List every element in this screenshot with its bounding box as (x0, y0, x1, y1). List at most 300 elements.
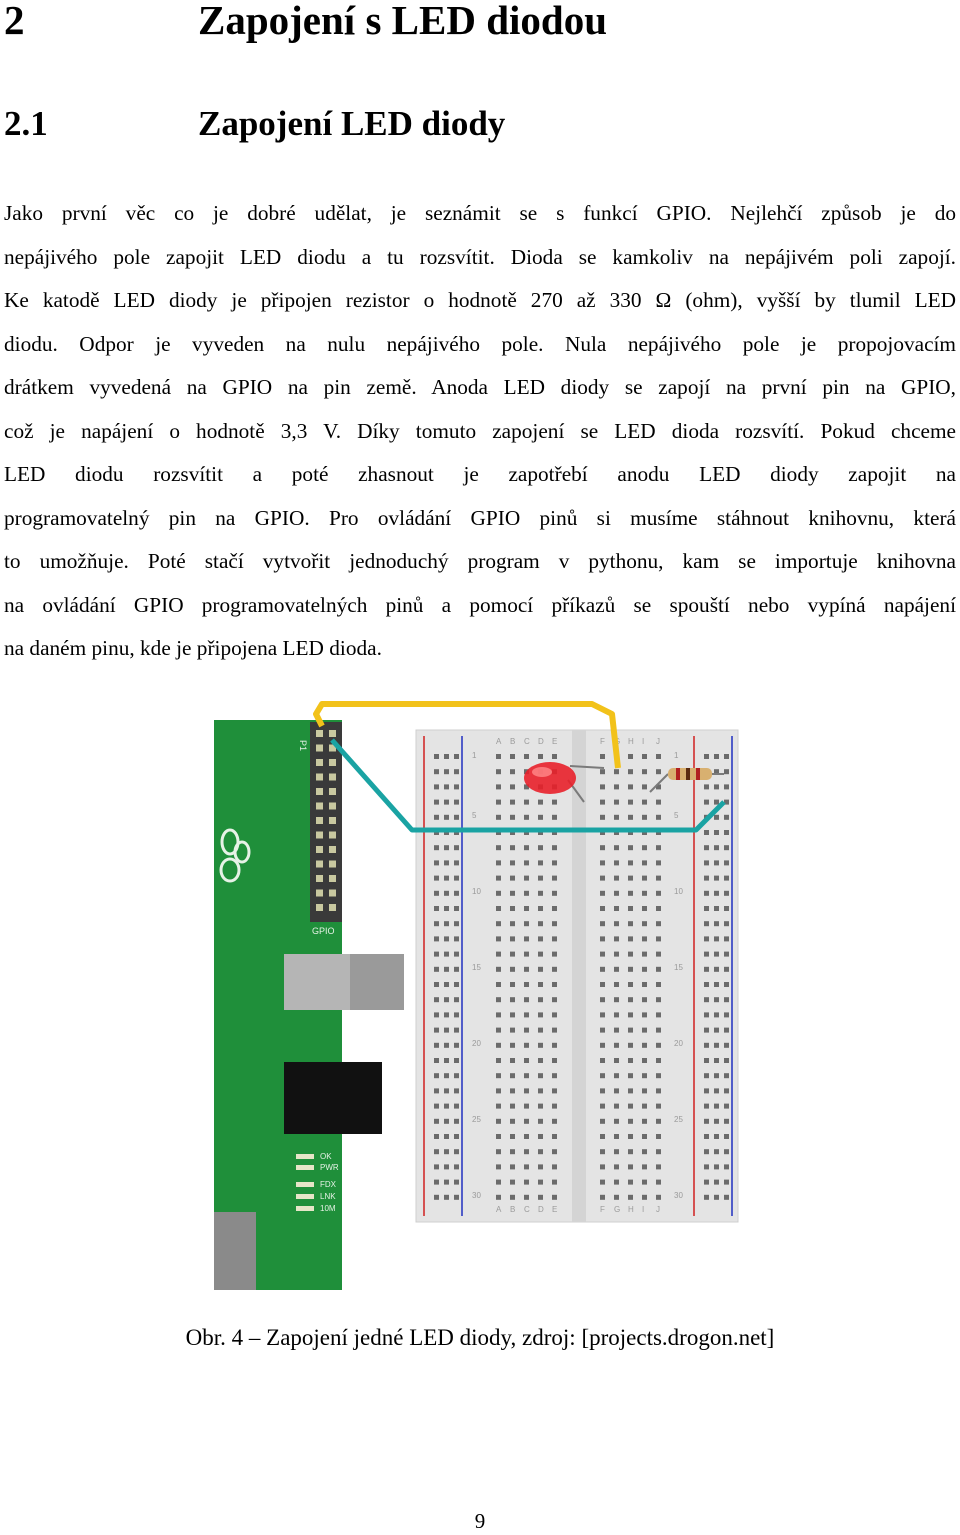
breadboard-hole (510, 754, 515, 759)
breadboard-hole (454, 936, 459, 941)
gpio-pin (316, 832, 323, 839)
breadboard-hole (434, 1195, 439, 1200)
breadboard-hole (600, 1164, 605, 1169)
breadboard-hole (496, 1028, 501, 1033)
breadboard-hole (510, 876, 515, 881)
breadboard-hole (614, 1073, 619, 1078)
breadboard-hole (656, 769, 661, 774)
breadboard-hole (434, 1043, 439, 1048)
breadboard-hole (656, 1134, 661, 1139)
paragraph-line: což je napájení o hodnotě 3,3 V. Díky tomuto zapojení se LED dioda rozsvítí. Pokud chceme (4, 418, 956, 443)
breadboard-hole (714, 936, 719, 941)
breadboard-hole (434, 784, 439, 789)
breadboard-hole (510, 982, 515, 987)
breadboard-hole (552, 997, 557, 1002)
led-label-lnk: LNK (320, 1192, 336, 1201)
breadboard-hole (642, 1149, 647, 1154)
breadboard-hole (538, 967, 543, 972)
breadboard-hole (628, 1134, 633, 1139)
breadboard-hole (628, 784, 633, 789)
col-label-h-top: H (628, 737, 634, 746)
row-label-20-right: 20 (674, 1039, 683, 1048)
breadboard-hole (724, 860, 729, 865)
breadboard-hole (510, 1119, 515, 1124)
breadboard-hole (614, 784, 619, 789)
breadboard-hole (524, 891, 529, 896)
breadboard-hole (614, 1119, 619, 1124)
gpio-pin (316, 774, 323, 781)
breadboard-hole (552, 1134, 557, 1139)
breadboard-hole (510, 967, 515, 972)
chapter-number: 2 (4, 0, 25, 43)
breadboard-hole (704, 967, 709, 972)
gpio-pin (316, 730, 323, 737)
breadboard-hole (600, 769, 605, 774)
figure-caption: Obr. 4 – Zapojení jedné LED diody, zdroj: [projects.drogon.net] (185, 1325, 775, 1350)
breadboard-hole (628, 921, 633, 926)
breadboard-hole (656, 845, 661, 850)
breadboard-hole (724, 1180, 729, 1185)
breadboard-hole (510, 952, 515, 957)
breadboard-hole (454, 1058, 459, 1063)
breadboard-hole (496, 845, 501, 850)
row-label-15-right: 15 (674, 963, 683, 972)
breadboard-hole (714, 860, 719, 865)
breadboard-hole (600, 845, 605, 850)
breadboard-hole (444, 967, 449, 972)
breadboard-hole (724, 982, 729, 987)
breadboard-hole (704, 1028, 709, 1033)
breadboard-hole (538, 906, 543, 911)
breadboard-hole (614, 845, 619, 850)
breadboard-hole (724, 1012, 729, 1017)
breadboard-hole (444, 876, 449, 881)
col-label-f-top: F (600, 737, 605, 746)
breadboard-hole (552, 1012, 557, 1017)
col-label-i-top: I (642, 737, 645, 746)
breadboard-hole (704, 1134, 709, 1139)
breadboard-hole (600, 1043, 605, 1048)
breadboard-hole (600, 1195, 605, 1200)
breadboard-hole (628, 1012, 633, 1017)
breadboard-hole (714, 800, 719, 805)
breadboard-hole (538, 876, 543, 881)
col-label-b-bottom: B (510, 1205, 516, 1214)
gpio-pin (329, 774, 336, 781)
breadboard-hole (628, 1119, 633, 1124)
breadboard-hole (444, 1134, 449, 1139)
paragraph-line: na daném pinu, kde je připojena LED dioda. (4, 636, 382, 660)
breadboard-hole (454, 1149, 459, 1154)
breadboard-hole (496, 1058, 501, 1063)
breadboard-hole (714, 1058, 719, 1063)
breadboard-hole (454, 845, 459, 850)
breadboard-hole (496, 769, 501, 774)
paragraph-line: na ovládání GPIO programovatelných pinů a pomocí příkazů se spouští nebo vypíná napájení (4, 592, 956, 617)
breadboard-hole (510, 800, 515, 805)
breadboard-hole (656, 1043, 661, 1048)
breadboard-hole (724, 784, 729, 789)
breadboard-hole (600, 906, 605, 911)
breadboard-hole (524, 921, 529, 926)
col-label-i-bottom: I (642, 1205, 645, 1214)
breadboard-hole (614, 1012, 619, 1017)
col-label-a-bottom: A (496, 1205, 502, 1214)
breadboard-hole (510, 860, 515, 865)
breadboard-hole (454, 754, 459, 759)
breadboard-hole (496, 906, 501, 911)
row-label-10-left: 10 (472, 887, 481, 896)
breadboard-hole (642, 1119, 647, 1124)
section-title: Zapojení LED diody (198, 104, 506, 143)
gpio-header (310, 722, 342, 922)
breadboard-hole (614, 936, 619, 941)
breadboard-hole (600, 860, 605, 865)
breadboard-hole (600, 967, 605, 972)
ethernet-port (284, 1062, 382, 1134)
breadboard-hole (642, 769, 647, 774)
paragraph-line: Jako první věc co je dobré udělat, je seznámit se s funkcí GPIO. Nejlehčí způsob je do (4, 201, 956, 225)
breadboard-hole (642, 997, 647, 1002)
breadboard-hole (704, 952, 709, 957)
breadboard-hole (704, 754, 709, 759)
breadboard-hole (614, 1058, 619, 1063)
breadboard-hole (454, 800, 459, 805)
breadboard-hole (454, 784, 459, 789)
breadboard-hole (538, 1119, 543, 1124)
breadboard-hole (552, 1088, 557, 1093)
col-label-f-bottom: F (600, 1205, 605, 1214)
breadboard-hole (600, 1088, 605, 1093)
breadboard-hole (538, 815, 543, 820)
breadboard-hole (628, 1164, 633, 1169)
breadboard-hole (496, 1012, 501, 1017)
breadboard-hole (444, 1012, 449, 1017)
row-label-1-right: 1 (674, 751, 679, 760)
breadboard-hole (614, 1134, 619, 1139)
breadboard-hole (510, 1058, 515, 1063)
breadboard-hole (714, 997, 719, 1002)
breadboard-hole (496, 982, 501, 987)
breadboard-hole (600, 1134, 605, 1139)
breadboard-hole (642, 845, 647, 850)
breadboard-hole (538, 1043, 543, 1048)
breadboard-hole (642, 982, 647, 987)
breadboard-hole (524, 1088, 529, 1093)
breadboard-hole (524, 800, 529, 805)
breadboard-hole (510, 906, 515, 911)
gpio-pin (329, 832, 336, 839)
gpio-pin (329, 846, 336, 853)
breadboard-hole (454, 982, 459, 987)
breadboard-hole (628, 800, 633, 805)
breadboard-hole (538, 1073, 543, 1078)
breadboard-hole (628, 845, 633, 850)
gpio-pin (316, 788, 323, 795)
breadboard-hole (524, 1180, 529, 1185)
gpio-pin (329, 904, 336, 911)
breadboard-hole (614, 1195, 619, 1200)
breadboard-hole (524, 1012, 529, 1017)
col-label-j-bottom: J (656, 1205, 660, 1214)
breadboard-hole (704, 1058, 709, 1063)
breadboard-hole (434, 1180, 439, 1185)
breadboard-hole (496, 936, 501, 941)
breadboard-hole (642, 1180, 647, 1185)
breadboard-hole (724, 1058, 729, 1063)
breadboard-hole (434, 860, 439, 865)
gpio-pin (329, 875, 336, 882)
breadboard-hole (628, 967, 633, 972)
breadboard-hole (434, 952, 439, 957)
breadboard-hole (510, 936, 515, 941)
led-label-fdx: FDX (320, 1180, 336, 1189)
breadboard-hole (434, 967, 439, 972)
col-label-e-top: E (552, 737, 558, 746)
breadboard-hole (444, 1058, 449, 1063)
breadboard-hole (600, 815, 605, 820)
breadboard-hole (614, 815, 619, 820)
breadboard-hole (656, 1164, 661, 1169)
breadboard-hole (538, 1058, 543, 1063)
breadboard-hole (444, 982, 449, 987)
breadboard-hole (454, 876, 459, 881)
breadboard-hole (614, 1104, 619, 1109)
breadboard-hole (656, 1195, 661, 1200)
breadboard-hole (656, 800, 661, 805)
breadboard-hole (434, 921, 439, 926)
breadboard-hole (656, 876, 661, 881)
breadboard-hole (434, 769, 439, 774)
breadboard-hole (642, 1028, 647, 1033)
breadboard-hole (444, 1119, 449, 1124)
breadboard-hole (704, 845, 709, 850)
breadboard-hole (714, 906, 719, 911)
breadboard-hole (524, 1134, 529, 1139)
breadboard-hole (524, 1164, 529, 1169)
breadboard-hole (724, 906, 729, 911)
gpio-pin (316, 904, 323, 911)
breadboard-hole (704, 830, 709, 835)
breadboard-hole (642, 1012, 647, 1017)
breadboard-hole (600, 1012, 605, 1017)
breadboard-hole (552, 1195, 557, 1200)
breadboard-hole (496, 1134, 501, 1139)
breadboard-hole (614, 1028, 619, 1033)
breadboard-hole (444, 784, 449, 789)
breadboard-hole (510, 891, 515, 896)
breadboard-hole (496, 800, 501, 805)
breadboard-center-channel (572, 730, 586, 1222)
gpio-pin (316, 803, 323, 810)
breadboard-hole (628, 1028, 633, 1033)
breadboard-hole (724, 967, 729, 972)
breadboard-hole (714, 1195, 719, 1200)
breadboard-hole (444, 815, 449, 820)
breadboard-hole (704, 997, 709, 1002)
breadboard-hole (724, 1119, 729, 1124)
breadboard-hole (552, 1028, 557, 1033)
breadboard-hole (444, 769, 449, 774)
breadboard-hole (656, 754, 661, 759)
breadboard-hole (628, 1149, 633, 1154)
breadboard-hole (714, 830, 719, 835)
breadboard-hole (538, 1195, 543, 1200)
breadboard-hole (704, 1073, 709, 1078)
paragraph-line: Ke katodě LED diody je připojen rezistor o hodnotě 270 až 330 Ω (ohm), vyšší by tlumil LED (4, 288, 956, 312)
breadboard-hole (552, 952, 557, 957)
breadboard-hole (510, 1164, 515, 1169)
breadboard-hole (444, 1164, 449, 1169)
breadboard-hole (704, 1104, 709, 1109)
breadboard-hole (714, 754, 719, 759)
breadboard-hole (642, 1195, 647, 1200)
breadboard-hole (524, 906, 529, 911)
breadboard-hole (524, 1119, 529, 1124)
breadboard-hole (642, 860, 647, 865)
breadboard-hole (724, 891, 729, 896)
breadboard-hole (538, 982, 543, 987)
breadboard-hole (496, 952, 501, 957)
breadboard-hole (600, 1180, 605, 1185)
breadboard-hole (704, 906, 709, 911)
breadboard-hole (524, 952, 529, 957)
breadboard-hole (714, 891, 719, 896)
breadboard-hole (642, 1088, 647, 1093)
breadboard-hole (444, 1088, 449, 1093)
breadboard-hole (496, 967, 501, 972)
breadboard-hole (434, 936, 439, 941)
breadboard-hole (656, 982, 661, 987)
breadboard-hole (656, 1119, 661, 1124)
breadboard-hole (496, 784, 501, 789)
breadboard-hole (454, 1043, 459, 1048)
row-label-25-right: 25 (674, 1115, 683, 1124)
row-label-5-left: 5 (472, 811, 477, 820)
breadboard-hole (444, 997, 449, 1002)
breadboard-hole (704, 860, 709, 865)
breadboard-hole (628, 769, 633, 774)
breadboard-hole (714, 921, 719, 926)
gpio-pin (316, 890, 323, 897)
breadboard-hole (496, 754, 501, 759)
breadboard-hole (434, 1073, 439, 1078)
col-label-h-bottom: H (628, 1205, 634, 1214)
breadboard-hole (714, 1043, 719, 1048)
breadboard-hole (704, 936, 709, 941)
paragraph-line: nepájivého pole zapojit LED diodu a tu rozsvítit. Dioda se kamkoliv na nepájivém poli zapojí. (4, 244, 956, 269)
breadboard-hole (434, 1028, 439, 1033)
breadboard-hole (642, 906, 647, 911)
breadboard-hole (600, 952, 605, 957)
breadboard-hole (434, 845, 439, 850)
breadboard-hole (496, 1088, 501, 1093)
wiring-illustration (212, 692, 740, 1292)
breadboard-hole (496, 1104, 501, 1109)
col-label-b-top: B (510, 737, 516, 746)
breadboard-hole (552, 1149, 557, 1154)
breadboard-hole (704, 1180, 709, 1185)
breadboard-hole (454, 860, 459, 865)
breadboard-hole (600, 784, 605, 789)
breadboard-hole (510, 1195, 515, 1200)
breadboard-hole (552, 876, 557, 881)
breadboard-hole (656, 1012, 661, 1017)
breadboard-hole (510, 769, 515, 774)
breadboard-hole (642, 1058, 647, 1063)
breadboard-hole (724, 1028, 729, 1033)
breadboard-hole (704, 784, 709, 789)
breadboard-hole (704, 800, 709, 805)
breadboard-hole (524, 967, 529, 972)
breadboard-hole (600, 1028, 605, 1033)
breadboard-hole (552, 967, 557, 972)
breadboard-hole (524, 860, 529, 865)
breadboard-hole (724, 1195, 729, 1200)
breadboard-hole (538, 754, 543, 759)
row-label-10-right: 10 (674, 887, 683, 896)
breadboard-hole (524, 845, 529, 850)
breadboard-hole (454, 1134, 459, 1139)
breadboard-hole (510, 1180, 515, 1185)
breadboard-hole (444, 921, 449, 926)
breadboard-hole (656, 1088, 661, 1093)
breadboard-hole (538, 800, 543, 805)
breadboard-hole (628, 754, 633, 759)
breadboard-hole (724, 997, 729, 1002)
breadboard-hole (614, 891, 619, 896)
breadboard-hole (454, 1104, 459, 1109)
breadboard-hole (496, 815, 501, 820)
paragraph-line: drátkem vyvedená na GPIO na pin země. Anoda LED diody se zapojí na první pin na GPIO, (4, 375, 956, 399)
breadboard-hole (524, 1149, 529, 1154)
breadboard-hole (714, 1028, 719, 1033)
breadboard-hole (552, 754, 557, 759)
breadboard-hole (714, 1073, 719, 1078)
breadboard-hole (454, 1195, 459, 1200)
breadboard-hole (656, 1149, 661, 1154)
section-heading (4, 101, 505, 147)
breadboard-hole (628, 876, 633, 881)
breadboard-hole (444, 754, 449, 759)
breadboard-hole (628, 936, 633, 941)
breadboard-hole (524, 936, 529, 941)
p1-label: P1 (298, 740, 308, 752)
breadboard-hole (434, 1012, 439, 1017)
paragraph-line: LED diodu rozsvítit a poté zhasnout je zapotřebí anodu LED diody zapojit na (4, 462, 956, 486)
breadboard-hole (552, 1164, 557, 1169)
breadboard-hole (614, 860, 619, 865)
breadboard-hole (656, 1104, 661, 1109)
gpio-pin (329, 730, 336, 737)
row-label-30-left: 30 (472, 1191, 481, 1200)
breadboard-hole (642, 754, 647, 759)
breadboard-hole (724, 769, 729, 774)
gpio-pin (329, 788, 336, 795)
gpio-pin (316, 875, 323, 882)
breadboard-hole (704, 921, 709, 926)
breadboard-hole (444, 906, 449, 911)
breadboard-hole (704, 1088, 709, 1093)
breadboard-hole (600, 1073, 605, 1078)
breadboard-hole (714, 982, 719, 987)
breadboard-hole (552, 860, 557, 865)
breadboard-hole (628, 1073, 633, 1078)
breadboard-hole (496, 891, 501, 896)
breadboard-hole (444, 1073, 449, 1078)
breadboard-hole (704, 1043, 709, 1048)
breadboard-hole (600, 1149, 605, 1154)
